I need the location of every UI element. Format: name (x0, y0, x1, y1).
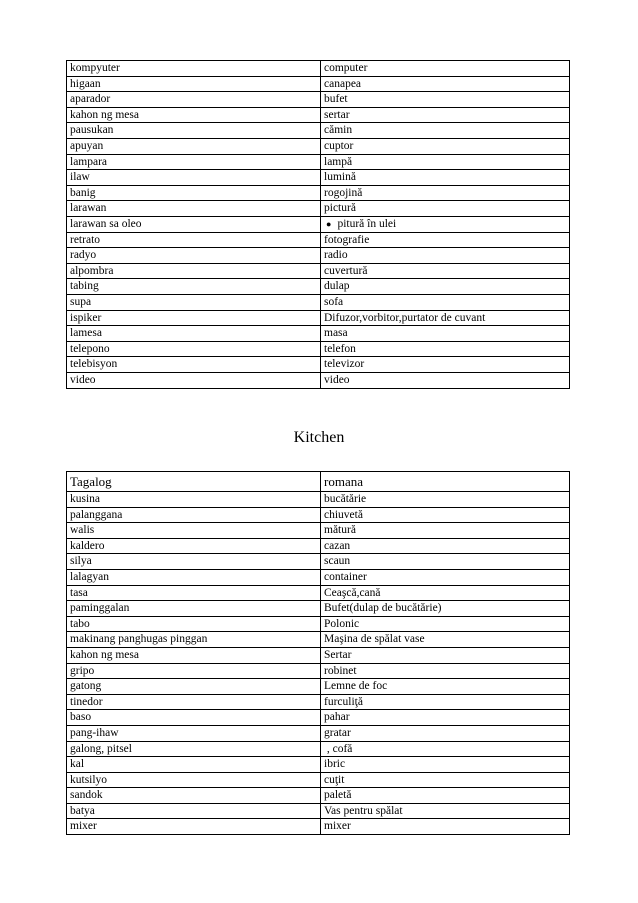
tagalog-cell: ilaw (67, 170, 321, 186)
romanian-cell: mătură (321, 523, 570, 539)
table-row (67, 294, 570, 310)
romanian-cell: Ceaşcă,cană (321, 585, 570, 601)
tagalog-cell: larawan (67, 201, 321, 217)
tagalog-cell: tinedor (67, 694, 321, 710)
table-row (67, 123, 570, 139)
table-row (67, 663, 570, 679)
romanian-cell: Maşina de spălat vase (321, 632, 570, 648)
table-row (67, 788, 570, 804)
tagalog-cell: larawan sa oleo (67, 216, 321, 232)
romanian-cell: televizor (321, 357, 570, 373)
romanian-cell: chiuvetă (321, 507, 570, 523)
romanian-cell: cuvertură (321, 263, 570, 279)
table-row (67, 554, 570, 570)
tagalog-cell: supa (67, 294, 321, 310)
table-row (67, 138, 570, 154)
romanian-cell: dulap (321, 279, 570, 295)
romanian-cell: container (321, 569, 570, 585)
romanian-cell: cămin (321, 123, 570, 139)
table-row (67, 694, 570, 710)
romanian-cell: Bufet(dulap de bucătărie) (321, 601, 570, 617)
romanian-cell: video (321, 372, 570, 388)
tagalog-cell: tasa (67, 585, 321, 601)
column-header-tagalog: Tagalog (67, 472, 321, 492)
romanian-cell: bufet (321, 92, 570, 108)
table-row (67, 216, 570, 232)
romanian-cell: robinet (321, 663, 570, 679)
table-row (67, 232, 570, 248)
tagalog-cell: gatong (67, 679, 321, 695)
romanian-cell: bucătărie (321, 492, 570, 508)
table-row (67, 310, 570, 326)
table-row (67, 819, 570, 835)
tagalog-cell: gripo (67, 663, 321, 679)
romanian-cell: masa (321, 326, 570, 342)
tagalog-cell: kusina (67, 492, 321, 508)
romanian-cell: Lemne de foc (321, 679, 570, 695)
romanian-cell: sofa (321, 294, 570, 310)
romanian-text: pitură în ulei (337, 217, 397, 230)
table-row (67, 523, 570, 539)
table-body (67, 472, 570, 835)
romanian-cell: Polonic (321, 616, 570, 632)
column-header-romana: romana (321, 472, 570, 492)
romanian-cell: paletă (321, 788, 570, 804)
table-row (67, 357, 570, 373)
romanian-cell: Sertar (321, 647, 570, 663)
romanian-cell: gratar (321, 725, 570, 741)
romanian-cell: fotografie (321, 232, 570, 248)
romanian-cell: cuptor (321, 138, 570, 154)
tagalog-cell: ispiker (67, 310, 321, 326)
tagalog-cell: alpombra (67, 263, 321, 279)
romanian-cell: sertar (321, 107, 570, 123)
table-row (67, 92, 570, 108)
romanian-cell: pahar (321, 710, 570, 726)
romanian-cell: cuţit (321, 772, 570, 788)
tagalog-cell: banig (67, 185, 321, 201)
table-row (67, 741, 570, 757)
tagalog-cell: pang-ihaw (67, 725, 321, 741)
romanian-cell: furculiţă (321, 694, 570, 710)
romanian-cell: Vas pentru spălat (321, 803, 570, 819)
table-row (67, 569, 570, 585)
table-row (67, 279, 570, 295)
tagalog-cell: lalagyan (67, 569, 321, 585)
tagalog-cell: radyo (67, 248, 321, 264)
romanian-cell: cazan (321, 538, 570, 554)
romanian-cell: scaun (321, 554, 570, 570)
table-row (67, 492, 570, 508)
table-row (67, 616, 570, 632)
tagalog-cell: mixer (67, 819, 321, 835)
section-heading-kitchen: Kitchen (293, 429, 345, 446)
tagalog-cell: telebisyon (67, 357, 321, 373)
tagalog-cell: kal (67, 757, 321, 773)
tagalog-cell: lamesa (67, 326, 321, 342)
romanian-cell: rogojină (321, 185, 570, 201)
tagalog-cell: tabo (67, 616, 321, 632)
tagalog-cell: apuyan (67, 138, 321, 154)
table-row (67, 326, 570, 342)
tagalog-cell: silya (67, 554, 321, 570)
tagalog-cell: sandok (67, 788, 321, 804)
romanian-cell: lumină (321, 170, 570, 186)
table-row (67, 170, 570, 186)
table-row (67, 585, 570, 601)
tagalog-cell: kahon ng mesa (67, 107, 321, 123)
table-row (67, 803, 570, 819)
tagalog-cell: kutsilyo (67, 772, 321, 788)
romanian-cell: ibric (321, 757, 570, 773)
tagalog-cell: higaan (67, 76, 321, 92)
tagalog-cell: makinang panghugas pinggan (67, 632, 321, 648)
table-row (67, 647, 570, 663)
tagalog-cell: retrato (67, 232, 321, 248)
romanian-cell: pictură (321, 201, 570, 217)
table-row (67, 185, 570, 201)
tagalog-cell: galong, pitsel (67, 741, 321, 757)
table-row (67, 507, 570, 523)
tagalog-cell: walis (67, 523, 321, 539)
vocabulary-table-kitchen (66, 471, 570, 835)
tagalog-cell: tabing (67, 279, 321, 295)
romanian-cell: mixer (321, 819, 570, 835)
table-body (67, 61, 570, 389)
romanian-cell (321, 216, 570, 232)
tagalog-cell: kahon ng mesa (67, 647, 321, 663)
tagalog-cell: paminggalan (67, 601, 321, 617)
table-header-row (67, 472, 570, 492)
table-row (67, 76, 570, 92)
tagalog-cell: video (67, 372, 321, 388)
table-row (67, 201, 570, 217)
table-row (67, 710, 570, 726)
table-row (67, 632, 570, 648)
tagalog-cell: baso (67, 710, 321, 726)
table-row (67, 372, 570, 388)
table-row (67, 601, 570, 617)
table-row (67, 263, 570, 279)
romanian-cell: computer (321, 61, 570, 77)
romanian-cell: , cofă (321, 741, 570, 757)
vocabulary-table-living-room (66, 60, 570, 389)
table-row (67, 679, 570, 695)
tagalog-cell: lampara (67, 154, 321, 170)
romanian-cell: telefon (321, 341, 570, 357)
romanian-cell: Difuzor,vorbitor,purtator de cuvant (321, 310, 570, 326)
table-row (67, 772, 570, 788)
tagalog-cell: pausukan (67, 123, 321, 139)
table-row (67, 341, 570, 357)
tagalog-cell: telepono (67, 341, 321, 357)
romanian-cell: canapea (321, 76, 570, 92)
tagalog-cell: aparador (67, 92, 321, 108)
table-row (67, 725, 570, 741)
romanian-cell: radio (321, 248, 570, 264)
table-row (67, 538, 570, 554)
tagalog-cell: batya (67, 803, 321, 819)
table-row (67, 248, 570, 264)
tagalog-cell: kaldero (67, 538, 321, 554)
bullet-icon: ● (326, 219, 332, 229)
table-row (67, 154, 570, 170)
table-row (67, 107, 570, 123)
table-row (67, 757, 570, 773)
tagalog-cell: kompyuter (67, 61, 321, 77)
tagalog-cell: palanggana (67, 507, 321, 523)
romanian-cell: lampă (321, 154, 570, 170)
table-row (67, 61, 570, 77)
